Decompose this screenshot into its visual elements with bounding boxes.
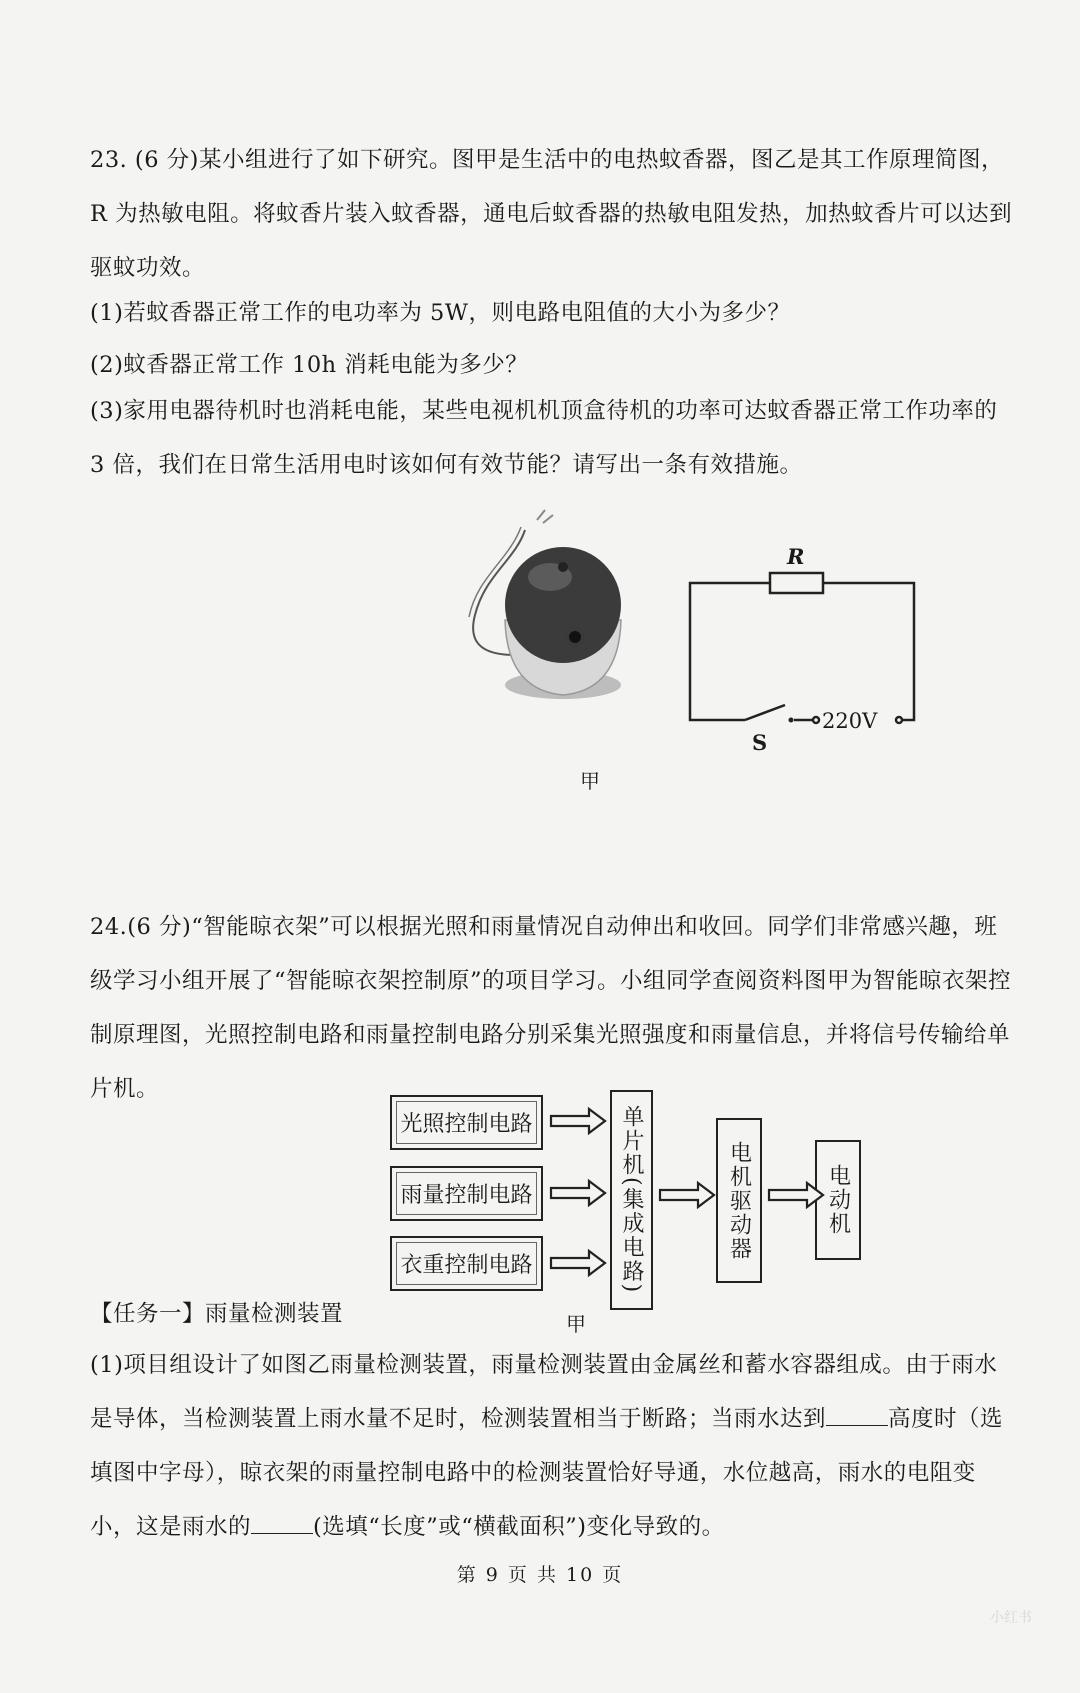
q23-figure-label: 甲 xyxy=(580,769,600,793)
arrow-mcu-to-driver xyxy=(660,1183,714,1207)
q23-sub2: (2)蚊香器正常工作 10h 消耗电能为多少？ xyxy=(90,352,529,378)
answer-blank-height[interactable] xyxy=(826,1405,888,1426)
arrow-rain-to-mcu xyxy=(551,1181,605,1205)
mcu-label: 单片机(集成电路) xyxy=(619,1105,644,1295)
q24-figure-label: 甲 xyxy=(566,1312,586,1336)
light-control-label: 光照控制电路 xyxy=(400,1112,533,1137)
q23-intro: 23. (6 分)某小组进行了如下研究。图甲是生活中的电热蚊香器，图乙是其工作原理简图，R 为热敏电阻。将蚊香片装入蚊香器，通电后蚊香器的热敏电阻发热，加热蚊香片可以达到驱蚊功效。 xyxy=(90,147,1013,281)
task1-text-part1: (1)项目组设计了如图乙雨量检测装置，雨量检测装置由金属丝和蓄水容器组成。由于雨水是导体，当检测装置上雨水量不足时，检测装置相当于断路；当雨水达到 xyxy=(90,1352,998,1432)
page-footer: 第 9 页 共 10 页 xyxy=(456,1564,624,1586)
task1-title: 【任务一】雨量检测装置 xyxy=(90,1301,344,1327)
arrow-weight-to-mcu xyxy=(551,1251,605,1275)
answer-blank-factor[interactable] xyxy=(251,1513,313,1534)
task1-text-part3: (选填“长度”或“横截面积”)变化导致的。 xyxy=(313,1514,725,1540)
arrow-driver-to-motor xyxy=(769,1183,823,1207)
rain-control-label: 雨量控制电路 xyxy=(400,1183,533,1208)
q23-sub1: (1)若蚊香器正常工作的电功率为 5W，则电路电阻值的大小为多少？ xyxy=(90,300,791,326)
arrow-light-to-mcu xyxy=(551,1109,605,1133)
voltage-label: 220V xyxy=(822,709,878,733)
q24-intro: 24.(6 分)“智能晾衣架”可以根据光照和雨量情况自动伸出和收回。同学们非常感兴趣，班级学习小组开展了“智能晾衣架控制原”的项目学习。小组同学查阅资料图甲为智能晾衣架控制原理图，光照控制电路和雨量控制电路分别采集光照强度和雨量信息，并将信号传输给单片机。 xyxy=(90,914,1012,1102)
watermark: 小红书 xyxy=(990,1610,1032,1626)
motor-label: 电动机 xyxy=(825,1164,851,1236)
motor-driver-label: 电机驱动器 xyxy=(726,1140,752,1261)
task1-question1 xyxy=(90,1338,1015,1554)
switch-label: S xyxy=(752,730,768,755)
task1-text-part2: 高度时（选填图中字母），晾衣架的雨量控制电路中的检测装置恰好导通，水位越高，雨水的电阻变小，这是雨水的 xyxy=(90,1406,1004,1540)
clothes-weight-label: 衣重控制电路 xyxy=(400,1253,533,1278)
q23-sub3: (3)家用电器待机时也消耗电能，某些电视机机顶盒待机的功率可达蚊香器正常工作功率的 3 倍，我们在日常生活用电时该如何有效节能？请写出一条有效措施。 xyxy=(90,398,998,478)
resistor-label: R xyxy=(787,544,805,569)
